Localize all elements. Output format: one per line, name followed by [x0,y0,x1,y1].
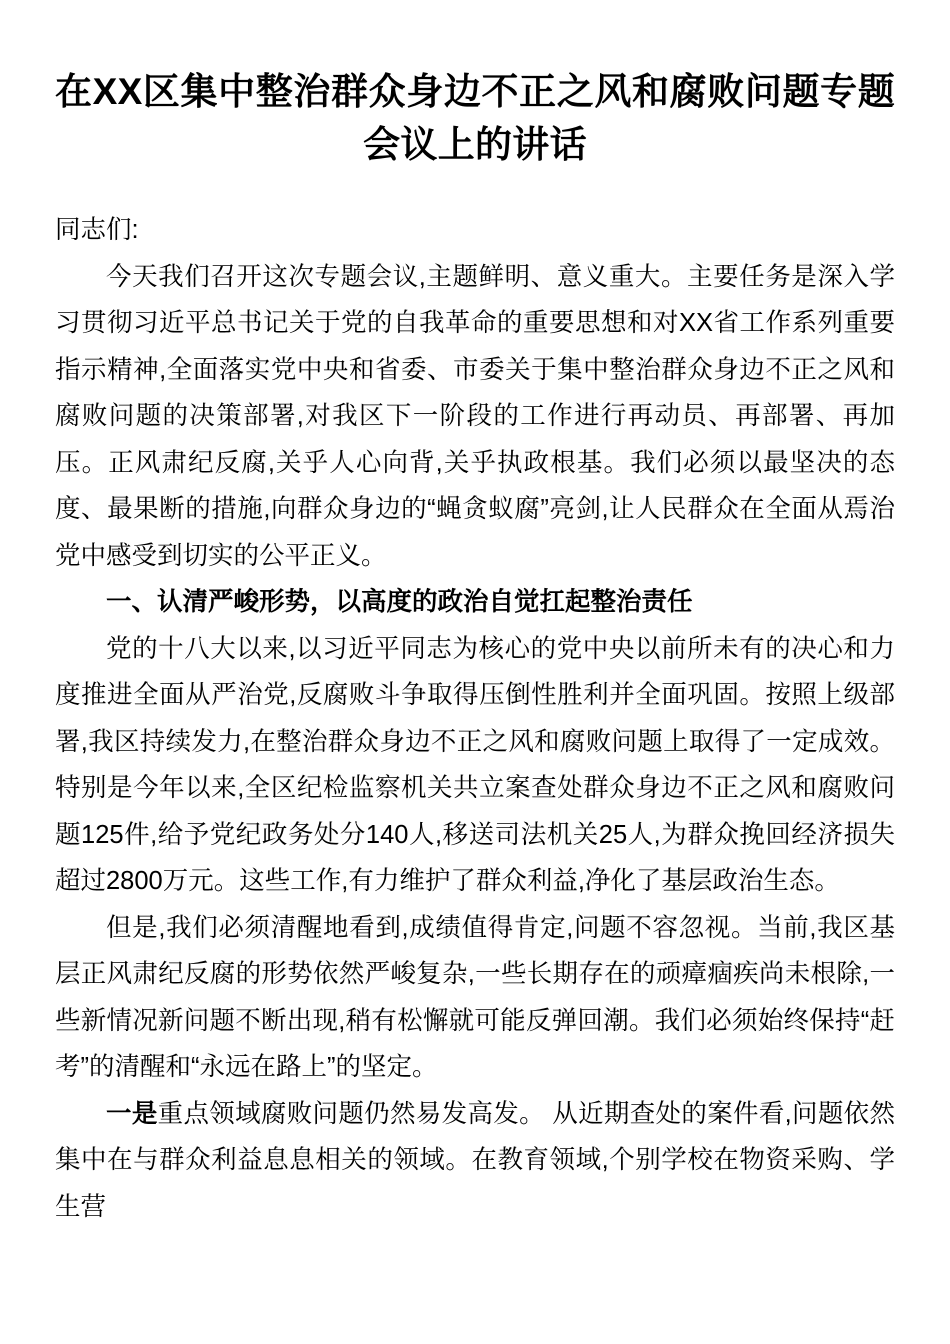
paragraph-challenges: 但是,我们必须清醒地看到,成绩值得肯定,问题不容忽视。当前,我区基层正风肃纪反腐的形势依然严峻复杂,一些长期存在的顽瘴痼疾尚未根除,一些新情况新问题不断出现,稍有松懈就可能反弹回潮。我们必须始终保持“赶考”的清醒和“永远在路上”的坚定。 [55,913,895,1082]
point-one-lead: 一是 [106,1099,158,1128]
salutation: 同志们: [55,216,139,245]
point-one-text: 重点领域腐败问题仍然易发高发。 从近期查处的案件看,问题依然集中在与群众利益息息相关的领域。在教育领域,个别学校在物资采购、学生营 [55,1099,895,1221]
document-body [0,207,950,1230]
paragraph-achievements: 党的十八大以来,以习近平同志为核心的党中央以前所未有的决心和力度推进全面从严治党,反腐败斗争取得压倒性胜利并全面巩固。按照上级部署,我区持续发力,在整治群众身边不正之风和腐败问题上取得了一定成效。特别是今年以来,全区纪检监察机关共立案查处群众身边不正之风和腐败问题125件,给予党纪政务处分140人,移送司法机关25人,为群众挽回经济损失超过2800万元。这些工作,有力维护了群众利益,净化了基层政治生态。 [55,634,895,896]
paragraph-point-one [55,1091,895,1231]
paragraph-opening: 今天我们召开这次专题会议,主题鲜明、意义重大。主要任务是深入学习贯彻习近平总书记关于党的自我革命的重要思想和对XX省工作系列重要指示精神,全面落实党中央和省委、市委关于集中整治群众身边不正之风和腐败问题的决策部署,对我区下一阶段的工作进行再动员、再部署、再加压。正风肃纪反腐,关乎人心向背,关乎执政根基。我们必须以最坚决的态度、最果断的措施,向群众身边的“蝇贪蚁腐”亮剑,让人民群众在全面从焉治党中感受到切实的公平正义。 [55,262,895,570]
section-heading-1: 一、认清严峻形势，以高度的政治自觉扛起整治责任 [106,588,693,617]
page-title: 在XX区集中整治群众身边不正之风和腐败问题专题会议上的讲话 [55,71,895,165]
